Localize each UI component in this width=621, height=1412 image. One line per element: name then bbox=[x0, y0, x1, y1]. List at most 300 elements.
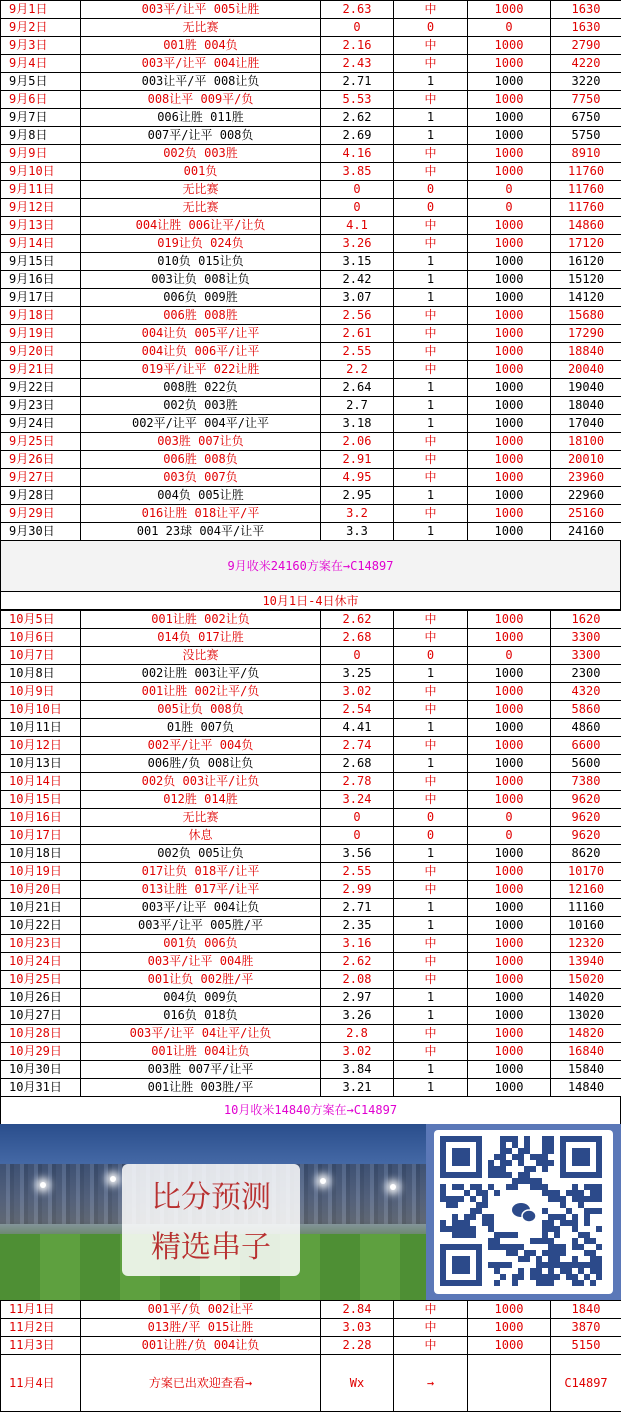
row-stake: 1000 bbox=[468, 343, 551, 361]
row-odds: 3.15 bbox=[321, 253, 394, 271]
row-date: 9月3日 bbox=[1, 37, 81, 55]
row-balance: 1630 bbox=[551, 19, 621, 37]
row-stake: 1000 bbox=[468, 1, 551, 19]
row-match: 002负 003让平/让负 bbox=[81, 773, 321, 791]
row-odds: 4.1 bbox=[321, 217, 394, 235]
row-stake: 1000 bbox=[468, 935, 551, 953]
row-stake: 1000 bbox=[468, 505, 551, 523]
row-result: 中 bbox=[394, 37, 468, 55]
row-match: 001胜 004负 bbox=[81, 37, 321, 55]
row-date: 10月20日 bbox=[1, 881, 81, 899]
table-row bbox=[1, 73, 621, 91]
row-date: 10月12日 bbox=[1, 737, 81, 755]
row-result: 中 bbox=[394, 953, 468, 971]
table-row bbox=[1, 989, 621, 1007]
row-stake: 0 bbox=[468, 809, 551, 827]
row-stake: 1000 bbox=[468, 325, 551, 343]
row-match: 003平/让平 004胜 bbox=[81, 953, 321, 971]
row-odds: 2.95 bbox=[321, 487, 394, 505]
row-odds: 2.7 bbox=[321, 397, 394, 415]
row-match: 006胜 008负 bbox=[81, 451, 321, 469]
table-row bbox=[1, 379, 621, 397]
row-match: 001让胜 004让负 bbox=[81, 1043, 321, 1061]
row-odds: 2.62 bbox=[321, 109, 394, 127]
row-result: 1 bbox=[394, 415, 468, 433]
row-result: 中 bbox=[394, 629, 468, 647]
row-match: 没比赛 bbox=[81, 647, 321, 665]
row-stake: 1000 bbox=[468, 863, 551, 881]
row-balance: 2300 bbox=[551, 665, 621, 683]
row-match: 006负 009胜 bbox=[81, 289, 321, 307]
table-row bbox=[1, 647, 621, 665]
row-stake: 1000 bbox=[468, 163, 551, 181]
row-result: 1 bbox=[394, 899, 468, 917]
row-balance: 15120 bbox=[551, 271, 621, 289]
table-row bbox=[1, 145, 621, 163]
row-stake: 0 bbox=[468, 647, 551, 665]
row-match: 008让平 009平/负 bbox=[81, 91, 321, 109]
row-result: 中 bbox=[394, 1337, 468, 1355]
row-match: 002平/让平 004负 bbox=[81, 737, 321, 755]
row-date: 10月15日 bbox=[1, 791, 81, 809]
table-row bbox=[1, 917, 621, 935]
row-balance: 9620 bbox=[551, 827, 621, 845]
table-row bbox=[1, 1007, 621, 1025]
promo-banner bbox=[0, 1124, 621, 1300]
row-balance: 14820 bbox=[551, 1025, 621, 1043]
row-odds: 3.02 bbox=[321, 683, 394, 701]
row-match: 006胜 008胜 bbox=[81, 307, 321, 325]
footer-row bbox=[1, 1355, 621, 1412]
table-row bbox=[1, 665, 621, 683]
row-odds: 3.84 bbox=[321, 1061, 394, 1079]
row-result: 中 bbox=[394, 91, 468, 109]
row-match: 004让负 005平/让平 bbox=[81, 325, 321, 343]
row-stake: 1000 bbox=[468, 953, 551, 971]
row-stake: 1000 bbox=[468, 37, 551, 55]
table-row bbox=[1, 899, 621, 917]
table-row bbox=[1, 755, 621, 773]
row-result: 1 bbox=[394, 271, 468, 289]
row-odds: 5.53 bbox=[321, 91, 394, 109]
table-row bbox=[1, 827, 621, 845]
row-result: 1 bbox=[394, 719, 468, 737]
row-match: 001 23球 004平/让平 bbox=[81, 523, 321, 541]
qr-code[interactable] bbox=[434, 1130, 613, 1294]
row-odds: 2.8 bbox=[321, 1025, 394, 1043]
row-balance: 20010 bbox=[551, 451, 621, 469]
row-result: 中 bbox=[394, 1025, 468, 1043]
row-date: 10月7日 bbox=[1, 647, 81, 665]
row-match: 003平/让平 004让负 bbox=[81, 899, 321, 917]
row-result: 中 bbox=[394, 791, 468, 809]
row-date: 9月10日 bbox=[1, 163, 81, 181]
row-balance: 15840 bbox=[551, 1061, 621, 1079]
row-balance: 6600 bbox=[551, 737, 621, 755]
row-result: 中 bbox=[394, 361, 468, 379]
table-row bbox=[1, 719, 621, 737]
row-date: 10月31日 bbox=[1, 1079, 81, 1097]
row-date: 9月16日 bbox=[1, 271, 81, 289]
row-result: 中 bbox=[394, 505, 468, 523]
table-row bbox=[1, 523, 621, 541]
row-odds: 3.26 bbox=[321, 1007, 394, 1025]
row-odds: 3.21 bbox=[321, 1079, 394, 1097]
row-date: 9月23日 bbox=[1, 397, 81, 415]
row-match: 003胜 007平/让平 bbox=[81, 1061, 321, 1079]
table-row bbox=[1, 397, 621, 415]
row-balance: 8910 bbox=[551, 145, 621, 163]
row-match: 014负 017让胜 bbox=[81, 629, 321, 647]
row-stake: 1000 bbox=[468, 1043, 551, 1061]
row-result: 0 bbox=[394, 647, 468, 665]
row-odds: 2.69 bbox=[321, 127, 394, 145]
row-result: 中 bbox=[394, 863, 468, 881]
row-match: 016负 018负 bbox=[81, 1007, 321, 1025]
row-match: 001负 bbox=[81, 163, 321, 181]
row-result: 1 bbox=[394, 487, 468, 505]
table-row bbox=[1, 55, 621, 73]
row-stake: 1000 bbox=[468, 1301, 551, 1319]
row-result: 中 bbox=[394, 469, 468, 487]
row-stake: 1000 bbox=[468, 523, 551, 541]
row-date: 9月2日 bbox=[1, 19, 81, 37]
footer-arrow: → bbox=[394, 1355, 468, 1412]
row-date: 9月7日 bbox=[1, 109, 81, 127]
row-match: 001让负 002胜/平 bbox=[81, 971, 321, 989]
row-balance: 5860 bbox=[551, 701, 621, 719]
row-odds: 2.55 bbox=[321, 863, 394, 881]
row-result: 中 bbox=[394, 325, 468, 343]
table-row bbox=[1, 611, 621, 629]
row-match: 003让负 008让负 bbox=[81, 271, 321, 289]
table-row bbox=[1, 199, 621, 217]
row-stake: 1000 bbox=[468, 235, 551, 253]
row-result: 中 bbox=[394, 1043, 468, 1061]
row-odds: 3.56 bbox=[321, 845, 394, 863]
row-balance: 4320 bbox=[551, 683, 621, 701]
row-stake: 1000 bbox=[468, 289, 551, 307]
row-stake: 1000 bbox=[468, 1079, 551, 1097]
row-match: 002负 005让负 bbox=[81, 845, 321, 863]
row-balance: 19040 bbox=[551, 379, 621, 397]
row-stake: 1000 bbox=[468, 271, 551, 289]
row-result: 1 bbox=[394, 523, 468, 541]
row-balance: 1620 bbox=[551, 611, 621, 629]
oct-summary-band bbox=[0, 1097, 621, 1124]
row-date: 10月5日 bbox=[1, 611, 81, 629]
row-date: 10月23日 bbox=[1, 935, 81, 953]
row-balance: 4220 bbox=[551, 55, 621, 73]
row-date: 11月1日 bbox=[1, 1301, 81, 1319]
row-balance: 5150 bbox=[551, 1337, 621, 1355]
row-stake: 1000 bbox=[468, 91, 551, 109]
row-date: 9月8日 bbox=[1, 127, 81, 145]
row-result: 中 bbox=[394, 1, 468, 19]
row-match: 008胜 022负 bbox=[81, 379, 321, 397]
row-balance: 18840 bbox=[551, 343, 621, 361]
row-odds: 3.85 bbox=[321, 163, 394, 181]
row-result: 中 bbox=[394, 683, 468, 701]
row-result: 1 bbox=[394, 109, 468, 127]
table-row bbox=[1, 163, 621, 181]
row-odds: 2.97 bbox=[321, 989, 394, 1007]
row-match: 013胜/平 015让胜 bbox=[81, 1319, 321, 1337]
row-match: 007平/让平 008负 bbox=[81, 127, 321, 145]
row-odds: 2.2 bbox=[321, 361, 394, 379]
row-match: 016让胜 018让平/平 bbox=[81, 505, 321, 523]
table-row bbox=[1, 701, 621, 719]
row-date: 10月6日 bbox=[1, 629, 81, 647]
row-stake: 1000 bbox=[468, 629, 551, 647]
row-result: 1 bbox=[394, 845, 468, 863]
sept-table-body bbox=[1, 1, 621, 541]
row-result: 中 bbox=[394, 737, 468, 755]
table-row bbox=[1, 289, 621, 307]
row-odds: 2.62 bbox=[321, 953, 394, 971]
row-match: 019让负 024负 bbox=[81, 235, 321, 253]
row-stake: 1000 bbox=[468, 127, 551, 145]
row-stake: 1000 bbox=[468, 1337, 551, 1355]
oct-table-body bbox=[1, 611, 621, 1097]
row-result: 1 bbox=[394, 253, 468, 271]
row-date: 10月28日 bbox=[1, 1025, 81, 1043]
row-result: 中 bbox=[394, 217, 468, 235]
table-row bbox=[1, 181, 621, 199]
row-match: 001让胜 002让平/负 bbox=[81, 683, 321, 701]
row-date: 9月17日 bbox=[1, 289, 81, 307]
row-balance: 10170 bbox=[551, 863, 621, 881]
oct-notice bbox=[0, 591, 621, 610]
row-stake: 1000 bbox=[468, 469, 551, 487]
row-result: 0 bbox=[394, 19, 468, 37]
row-balance: 13940 bbox=[551, 953, 621, 971]
row-match: 004让胜 006让平/让负 bbox=[81, 217, 321, 235]
nov-table bbox=[0, 1300, 621, 1412]
row-balance: 11760 bbox=[551, 163, 621, 181]
row-result: 中 bbox=[394, 611, 468, 629]
table-row bbox=[1, 19, 621, 37]
row-balance: 15020 bbox=[551, 971, 621, 989]
table-row bbox=[1, 971, 621, 989]
row-result: 中 bbox=[394, 701, 468, 719]
row-date: 10月18日 bbox=[1, 845, 81, 863]
table-row bbox=[1, 1, 621, 19]
table-row bbox=[1, 127, 621, 145]
row-result: 0 bbox=[394, 827, 468, 845]
row-odds: 2.42 bbox=[321, 271, 394, 289]
row-result: 1 bbox=[394, 665, 468, 683]
row-date: 9月9日 bbox=[1, 145, 81, 163]
row-balance: 10160 bbox=[551, 917, 621, 935]
row-balance: 6750 bbox=[551, 109, 621, 127]
row-match: 003胜 007让负 bbox=[81, 433, 321, 451]
row-stake: 0 bbox=[468, 827, 551, 845]
row-stake: 1000 bbox=[468, 845, 551, 863]
row-date: 10月29日 bbox=[1, 1043, 81, 1061]
row-match: 005让负 008负 bbox=[81, 701, 321, 719]
row-match: 无比赛 bbox=[81, 809, 321, 827]
row-match: 002负 003胜 bbox=[81, 145, 321, 163]
row-odds: 2.61 bbox=[321, 325, 394, 343]
row-stake: 0 bbox=[468, 19, 551, 37]
row-odds: 3.07 bbox=[321, 289, 394, 307]
row-result: 1 bbox=[394, 1007, 468, 1025]
row-date: 9月12日 bbox=[1, 199, 81, 217]
table-row bbox=[1, 773, 621, 791]
row-date: 9月28日 bbox=[1, 487, 81, 505]
table-row bbox=[1, 863, 621, 881]
row-date: 10月16日 bbox=[1, 809, 81, 827]
table-row bbox=[1, 307, 621, 325]
table-row bbox=[1, 505, 621, 523]
row-balance: 11760 bbox=[551, 181, 621, 199]
table-row bbox=[1, 325, 621, 343]
row-date: 9月15日 bbox=[1, 253, 81, 271]
row-date: 10月30日 bbox=[1, 1061, 81, 1079]
row-result: 中 bbox=[394, 235, 468, 253]
row-odds: 2.84 bbox=[321, 1301, 394, 1319]
row-odds: 0 bbox=[321, 809, 394, 827]
row-date: 9月20日 bbox=[1, 343, 81, 361]
row-stake: 1000 bbox=[468, 307, 551, 325]
row-match: 017让负 018平/让平 bbox=[81, 863, 321, 881]
row-stake: 1000 bbox=[468, 73, 551, 91]
row-odds: 2.99 bbox=[321, 881, 394, 899]
oct-table bbox=[0, 610, 621, 1097]
row-result: 1 bbox=[394, 917, 468, 935]
row-date: 10月11日 bbox=[1, 719, 81, 737]
table-row bbox=[1, 845, 621, 863]
sept-table-wrap bbox=[0, 0, 621, 541]
row-balance: 3300 bbox=[551, 647, 621, 665]
row-odds: 2.43 bbox=[321, 55, 394, 73]
row-date: 10月9日 bbox=[1, 683, 81, 701]
row-odds: 3.26 bbox=[321, 235, 394, 253]
row-result: 中 bbox=[394, 881, 468, 899]
table-row bbox=[1, 487, 621, 505]
table-row bbox=[1, 451, 621, 469]
row-balance: 20040 bbox=[551, 361, 621, 379]
row-stake: 1000 bbox=[468, 397, 551, 415]
row-balance: 16120 bbox=[551, 253, 621, 271]
table-row bbox=[1, 1079, 621, 1097]
row-match: 休息 bbox=[81, 827, 321, 845]
row-balance: 13020 bbox=[551, 1007, 621, 1025]
row-odds: 2.63 bbox=[321, 1, 394, 19]
row-date: 10月19日 bbox=[1, 863, 81, 881]
row-date: 10月10日 bbox=[1, 701, 81, 719]
row-date: 10月27日 bbox=[1, 1007, 81, 1025]
footer-date: 11月4日 bbox=[1, 1355, 81, 1412]
row-match: 006胜/负 008让负 bbox=[81, 755, 321, 773]
row-date: 10月24日 bbox=[1, 953, 81, 971]
nov-table-body bbox=[1, 1301, 621, 1355]
table-row bbox=[1, 953, 621, 971]
row-balance: 3220 bbox=[551, 73, 621, 91]
row-match: 002让胜 003让平/负 bbox=[81, 665, 321, 683]
row-result: 1 bbox=[394, 397, 468, 415]
qr-code-icon bbox=[440, 1136, 607, 1288]
row-stake: 0 bbox=[468, 181, 551, 199]
row-stake: 0 bbox=[468, 199, 551, 217]
row-result: 中 bbox=[394, 145, 468, 163]
row-date: 9月14日 bbox=[1, 235, 81, 253]
row-odds: 3.03 bbox=[321, 1319, 394, 1337]
row-stake: 1000 bbox=[468, 217, 551, 235]
row-date: 9月4日 bbox=[1, 55, 81, 73]
row-date: 10月17日 bbox=[1, 827, 81, 845]
row-date: 9月27日 bbox=[1, 469, 81, 487]
sept-summary-band bbox=[0, 541, 621, 591]
table-row bbox=[1, 361, 621, 379]
oct-notice-text: 10月1日-4日休市 bbox=[262, 594, 358, 608]
row-balance: 5750 bbox=[551, 127, 621, 145]
row-match: 001让胜 002让负 bbox=[81, 611, 321, 629]
row-date: 9月19日 bbox=[1, 325, 81, 343]
row-odds: 2.56 bbox=[321, 307, 394, 325]
row-match: 003平/让平 004让胜 bbox=[81, 55, 321, 73]
row-match: 003平/让平 04让平/让负 bbox=[81, 1025, 321, 1043]
row-balance: 14120 bbox=[551, 289, 621, 307]
row-odds: 2.91 bbox=[321, 451, 394, 469]
table-row bbox=[1, 109, 621, 127]
row-odds: 3.16 bbox=[321, 935, 394, 953]
row-date: 9月29日 bbox=[1, 505, 81, 523]
row-balance: 14020 bbox=[551, 989, 621, 1007]
table-row bbox=[1, 1319, 621, 1337]
row-odds: 3.24 bbox=[321, 791, 394, 809]
row-date: 11月2日 bbox=[1, 1319, 81, 1337]
row-balance: 18100 bbox=[551, 433, 621, 451]
row-balance: 3870 bbox=[551, 1319, 621, 1337]
table-row bbox=[1, 469, 621, 487]
row-stake: 1000 bbox=[468, 253, 551, 271]
row-stake: 1000 bbox=[468, 379, 551, 397]
table-row bbox=[1, 1337, 621, 1355]
row-date: 9月26日 bbox=[1, 451, 81, 469]
row-balance: 3300 bbox=[551, 629, 621, 647]
row-result: 中 bbox=[394, 971, 468, 989]
row-odds: 2.28 bbox=[321, 1337, 394, 1355]
row-stake: 1000 bbox=[468, 737, 551, 755]
row-balance: 2790 bbox=[551, 37, 621, 55]
row-stake: 1000 bbox=[468, 719, 551, 737]
row-odds: 3.02 bbox=[321, 1043, 394, 1061]
row-date: 9月22日 bbox=[1, 379, 81, 397]
row-match: 001平/负 002让平 bbox=[81, 1301, 321, 1319]
row-match: 003负 007负 bbox=[81, 469, 321, 487]
row-stake: 1000 bbox=[468, 971, 551, 989]
table-row bbox=[1, 629, 621, 647]
row-stake: 1000 bbox=[468, 55, 551, 73]
row-balance: 18040 bbox=[551, 397, 621, 415]
table-row bbox=[1, 1061, 621, 1079]
row-date: 10月26日 bbox=[1, 989, 81, 1007]
row-stake: 1000 bbox=[468, 415, 551, 433]
table-row bbox=[1, 809, 621, 827]
row-result: 1 bbox=[394, 989, 468, 1007]
row-result: 中 bbox=[394, 1301, 468, 1319]
row-stake: 1000 bbox=[468, 487, 551, 505]
row-stake: 1000 bbox=[468, 683, 551, 701]
row-date: 9月25日 bbox=[1, 433, 81, 451]
row-odds: 3.25 bbox=[321, 665, 394, 683]
row-stake: 1000 bbox=[468, 109, 551, 127]
row-stake: 1000 bbox=[468, 755, 551, 773]
row-odds: 2.74 bbox=[321, 737, 394, 755]
row-match: 003平/让平 005让胜 bbox=[81, 1, 321, 19]
